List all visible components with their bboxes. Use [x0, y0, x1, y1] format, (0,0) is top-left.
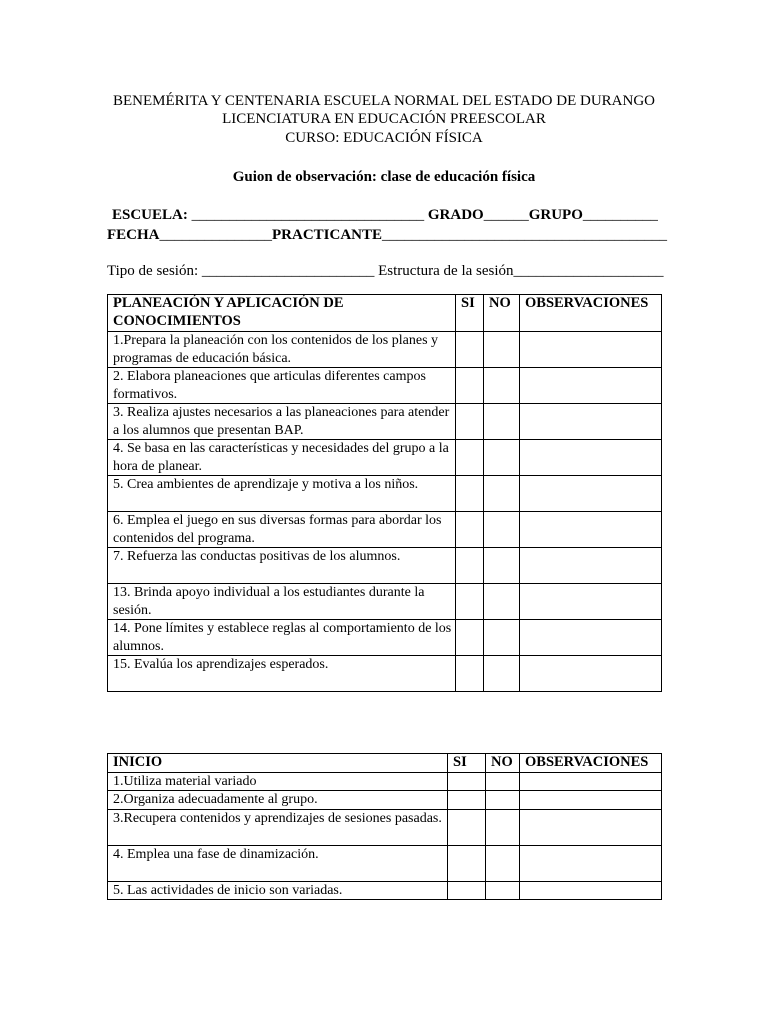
observaciones-cell[interactable] — [520, 404, 662, 440]
observaciones-cell[interactable] — [520, 440, 662, 476]
table-row — [108, 512, 662, 548]
observaciones-cell[interactable] — [520, 881, 662, 900]
si-cell[interactable] — [456, 368, 484, 404]
observaciones-cell[interactable] — [520, 809, 662, 845]
si-header: SI — [456, 295, 484, 332]
no-cell[interactable] — [484, 368, 520, 404]
table-row — [108, 476, 662, 512]
criterion-text: 3. Realiza ajustes necesarios a las planeaciones para atender a los alumnos que presentan BAP. — [108, 404, 456, 440]
table-row — [108, 368, 662, 404]
planeacion-header: PLANEACIÓN Y APLICACIÓN DE CONOCIMIENTOS — [108, 295, 456, 332]
criterion-text: 2. Elabora planeaciones que articulas diferentes campos formativos. — [108, 368, 456, 404]
criterion-text: 5. Crea ambientes de aprendizaje y motiva a los niños. — [108, 476, 456, 512]
observaciones-header: OBSERVACIONES — [520, 295, 662, 332]
observaciones-cell[interactable] — [520, 512, 662, 548]
observaciones-cell[interactable] — [520, 620, 662, 656]
si-cell[interactable] — [448, 772, 486, 791]
no-cell[interactable] — [484, 512, 520, 548]
grupo-label: GRUPO — [528, 207, 583, 223]
no-cell[interactable] — [486, 881, 520, 900]
observaciones-cell[interactable] — [520, 548, 662, 584]
no-cell[interactable] — [486, 845, 520, 881]
no-cell[interactable] — [484, 332, 520, 368]
table-row — [108, 881, 662, 900]
observaciones-cell[interactable] — [520, 476, 662, 512]
criterion-text: 4. Emplea una fase de dinamización. — [108, 845, 448, 881]
criterion-text: 15. Evalúa los aprendizajes esperados. — [108, 656, 456, 692]
si-cell[interactable] — [456, 332, 484, 368]
si-cell[interactable] — [456, 440, 484, 476]
grupo-field[interactable]: __________ — [582, 207, 658, 223]
criterion-text: 13. Brinda apoyo individual a los estudiantes durante la sesión. — [108, 584, 456, 620]
tipo-label: Tipo de sesión: — [107, 263, 202, 279]
no-header: NO — [486, 754, 520, 773]
table-row — [108, 548, 662, 584]
no-cell[interactable] — [484, 548, 520, 584]
no-cell[interactable] — [486, 772, 520, 791]
inicio-table — [107, 753, 662, 900]
criterion-text: 1.Utiliza material variado — [108, 772, 448, 791]
observaciones-cell[interactable] — [520, 845, 662, 881]
table-header-row — [108, 754, 662, 773]
school-name: BENEMÉRITA Y CENTENARIA ESCUELA NORMAL DEL ESTADO DE DURANGO — [112, 93, 656, 109]
no-cell[interactable] — [484, 620, 520, 656]
estructura-label: Estructura de la sesión — [374, 263, 514, 279]
criterion-text: 3.Recupera contenidos y aprendizajes de sesiones pasadas. — [108, 809, 448, 845]
table-row — [108, 845, 662, 881]
course-name: CURSO: EDUCACIÓN FÍSICA — [285, 130, 483, 146]
no-header: NO — [484, 295, 520, 332]
table-row — [108, 656, 662, 692]
table-row — [108, 809, 662, 845]
criterion-text: 14. Pone límites y establece reglas al comportamiento de los alumnos. — [108, 620, 456, 656]
table-row — [108, 332, 662, 368]
grado-label: GRADO — [427, 207, 484, 223]
observaciones-cell[interactable] — [520, 332, 662, 368]
si-cell[interactable] — [456, 476, 484, 512]
table-row — [108, 772, 662, 791]
criterion-text: 5. Las actividades de inicio son variadas. — [108, 881, 448, 900]
si-cell[interactable] — [448, 791, 486, 810]
escuela-field[interactable]: _______________________________ — [187, 207, 428, 223]
criterion-text: 6. Emplea el juego en sus diversas formas para abordar los contenidos del programa. — [108, 512, 456, 548]
criterion-text: 1.Prepara la planeación con los contenidos de los planes y programas de educación básica. — [108, 332, 456, 368]
table-row — [108, 620, 662, 656]
criterion-text: 7. Refuerza las conductas positivas de los alumnos. — [108, 548, 456, 584]
no-cell[interactable] — [486, 791, 520, 810]
no-cell[interactable] — [486, 809, 520, 845]
observaciones-cell[interactable] — [520, 656, 662, 692]
escuela-line — [112, 207, 658, 224]
si-cell[interactable] — [448, 881, 486, 900]
fecha-line — [107, 227, 667, 244]
table-header-row — [108, 295, 662, 332]
no-cell[interactable] — [484, 440, 520, 476]
table-row — [108, 440, 662, 476]
practicante-field[interactable]: ______________________________________ — [382, 227, 668, 243]
criterion-text: 4. Se basa en las características y necesidades del grupo a la hora de planear. — [108, 440, 456, 476]
tipo-line — [107, 263, 664, 280]
fecha-field[interactable]: _______________ — [159, 227, 272, 243]
planeacion-table — [107, 294, 662, 692]
criterion-text: 2.Organiza adecuadamente al grupo. — [108, 791, 448, 810]
observaciones-header: OBSERVACIONES — [520, 754, 662, 773]
si-cell[interactable] — [456, 548, 484, 584]
table-row — [108, 404, 662, 440]
grado-field[interactable]: ______ — [483, 207, 529, 223]
si-cell[interactable] — [456, 584, 484, 620]
no-cell[interactable] — [484, 404, 520, 440]
si-cell[interactable] — [456, 620, 484, 656]
observaciones-cell[interactable] — [520, 368, 662, 404]
no-cell[interactable] — [484, 584, 520, 620]
tipo-field[interactable]: _______________________ — [201, 263, 375, 279]
no-cell[interactable] — [484, 656, 520, 692]
si-cell[interactable] — [456, 404, 484, 440]
si-cell[interactable] — [456, 512, 484, 548]
fecha-label: FECHA — [107, 227, 160, 243]
si-cell[interactable] — [448, 845, 486, 881]
estructura-field[interactable]: ____________________ — [513, 263, 664, 279]
degree-name: LICENCIATURA EN EDUCACIÓN PREESCOLAR — [222, 111, 546, 127]
observaciones-cell[interactable] — [520, 584, 662, 620]
observaciones-cell[interactable] — [520, 772, 662, 791]
no-cell[interactable] — [484, 476, 520, 512]
table-row — [108, 791, 662, 810]
document-subtitle: Guion de observación: clase de educación física — [232, 169, 536, 185]
si-cell[interactable] — [448, 809, 486, 845]
escuela-label: ESCUELA: — [112, 207, 188, 223]
inicio-header: INICIO — [108, 754, 448, 773]
si-cell[interactable] — [456, 656, 484, 692]
observaciones-cell[interactable] — [520, 791, 662, 810]
table-row — [108, 584, 662, 620]
si-header: SI — [448, 754, 486, 773]
practicante-label: PRACTICANTE — [272, 227, 383, 243]
